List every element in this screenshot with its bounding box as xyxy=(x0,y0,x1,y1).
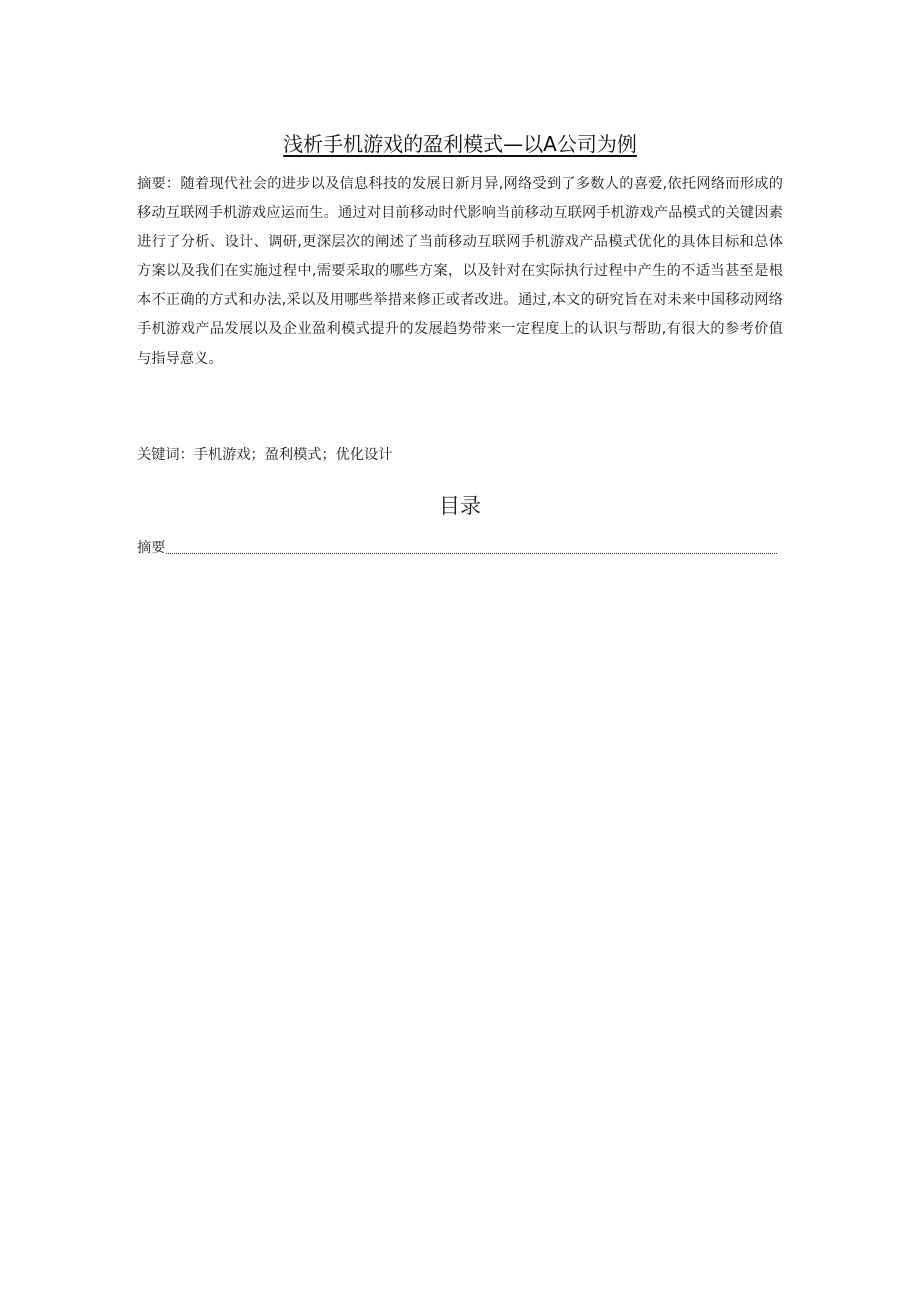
abstract-paragraph: 摘要：随着现代社会的进步以及信息科技的发展日新月异,网络受到了多数人的喜爱,依托网络而形成的移动互联网手机游戏应运而生。通过对目前移动时代影响当前移动互联网手机游戏产品模式的关键因素进行了分析、设计、调研,更深层次的阐述了当前移动互联网手机游戏产品模式优化的具体目标和总体方案以及我们在实施过程中,需要采取的哪些方案，以及针对在实际执行过程中产生的不适当甚至是根本不正确的方式和办法,采以及用哪些举措来修正或者改进。通过,本文的研究旨在对未来中国移动网络手机游戏产品发展以及企业盈利模式提升的发展趋势带来一定程度上的认识与帮助,有很大的参考价值与指导意义。 xyxy=(137,176,783,367)
toc-entry-label: 摘要 xyxy=(137,540,166,556)
toc-title: 目录 xyxy=(439,494,481,518)
toc-entry-abstract[interactable] xyxy=(137,534,777,562)
keywords-line: 关键词：手机游戏；盈利模式；优化设计 xyxy=(137,447,393,463)
toc-dot-leader xyxy=(166,552,777,554)
document-title: 浅析手机游戏的盈利模式—以A公司为例 xyxy=(283,132,637,156)
